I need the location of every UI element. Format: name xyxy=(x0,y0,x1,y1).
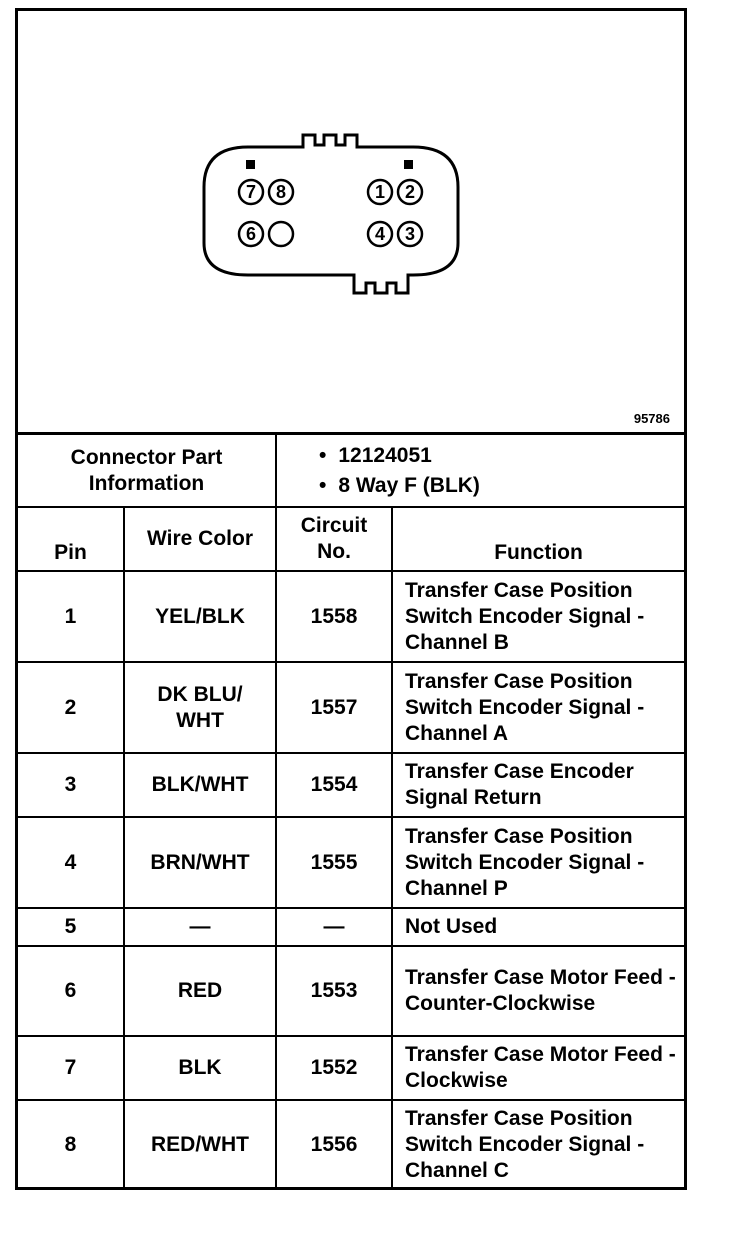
pin-cell: 5 xyxy=(18,908,124,946)
pin-cell: 1 xyxy=(18,571,124,662)
wire-color-cell: — xyxy=(124,908,276,946)
table-row xyxy=(18,817,684,908)
circuit-cell: 1556 xyxy=(276,1100,392,1189)
function-cell: Transfer Case Encoder Signal Return xyxy=(392,753,684,817)
circuit-cell: 1558 xyxy=(276,571,392,662)
function-cell: Transfer Case Motor Feed - Counter-Clockwise xyxy=(392,946,684,1036)
table-row xyxy=(18,1036,684,1100)
pin-2-label: 2 xyxy=(404,182,416,202)
wire-color-cell: YEL/BLK xyxy=(124,571,276,662)
pin-8-label: 8 xyxy=(275,182,287,202)
connector-face-drawing xyxy=(18,11,684,435)
header-pin: Pin xyxy=(18,507,124,571)
pin-cell: 2 xyxy=(18,662,124,753)
pin-cell: 7 xyxy=(18,1036,124,1100)
function-cell: Transfer Case Position Switch Encoder Signal - Channel C xyxy=(392,1100,684,1189)
table-row xyxy=(18,908,684,946)
function-cell: Transfer Case Position Switch Encoder Signal - Channel B xyxy=(392,571,684,662)
table-row xyxy=(18,753,684,817)
pin-3-label: 3 xyxy=(404,224,416,244)
table-row xyxy=(18,571,684,662)
connector-outline xyxy=(204,135,458,293)
wire-color-cell: BLK/WHT xyxy=(124,753,276,817)
pin-cell: 8 xyxy=(18,1100,124,1189)
figure-id: 95786 xyxy=(633,411,670,426)
circuit-cell: 1553 xyxy=(276,946,392,1036)
pin-marker-left xyxy=(246,160,255,169)
connector-sheet xyxy=(15,8,687,1190)
pinout-table xyxy=(18,435,684,1190)
part-info-values xyxy=(276,435,684,507)
pin-7-label: 7 xyxy=(245,182,257,202)
pin-cell: 3 xyxy=(18,753,124,817)
wire-color-cell: DK BLU/ WHT xyxy=(124,662,276,753)
circuit-cell: 1554 xyxy=(276,753,392,817)
header-wire-color: Wire Color xyxy=(124,507,276,571)
circuit-cell: 1555 xyxy=(276,817,392,908)
wire-color-cell: RED/WHT xyxy=(124,1100,276,1189)
function-cell: Not Used xyxy=(392,908,684,946)
circuit-cell: 1552 xyxy=(276,1036,392,1100)
part-number: • 12124051 xyxy=(319,443,684,469)
wire-color-cell: RED xyxy=(124,946,276,1036)
wire-color-cell: BLK xyxy=(124,1036,276,1100)
pin-5-empty-cavity xyxy=(269,222,293,246)
function-cell: Transfer Case Motor Feed - Clockwise xyxy=(392,1036,684,1100)
header-row xyxy=(18,507,684,571)
pin-4-label: 4 xyxy=(374,224,386,244)
connector-description: • 8 Way F (BLK) xyxy=(319,473,684,499)
header-function: Function xyxy=(392,507,684,571)
pin-cell: 4 xyxy=(18,817,124,908)
pin-marker-right xyxy=(404,160,413,169)
connector-diagram xyxy=(18,11,684,435)
circuit-cell: — xyxy=(276,908,392,946)
pin-cell: 6 xyxy=(18,946,124,1036)
table-row xyxy=(18,946,684,1036)
table-row xyxy=(18,662,684,753)
header-circuit-no: Circuit No. xyxy=(276,507,392,571)
pin-6-label: 6 xyxy=(245,224,257,244)
pin-1-label: 1 xyxy=(374,182,386,202)
part-info-label: Connector Part Information xyxy=(18,435,276,507)
function-cell: Transfer Case Position Switch Encoder Signal - Channel P xyxy=(392,817,684,908)
part-info-row xyxy=(18,435,684,507)
function-cell: Transfer Case Position Switch Encoder Signal - Channel A xyxy=(392,662,684,753)
circuit-cell: 1557 xyxy=(276,662,392,753)
table-row xyxy=(18,1100,684,1189)
wire-color-cell: BRN/WHT xyxy=(124,817,276,908)
